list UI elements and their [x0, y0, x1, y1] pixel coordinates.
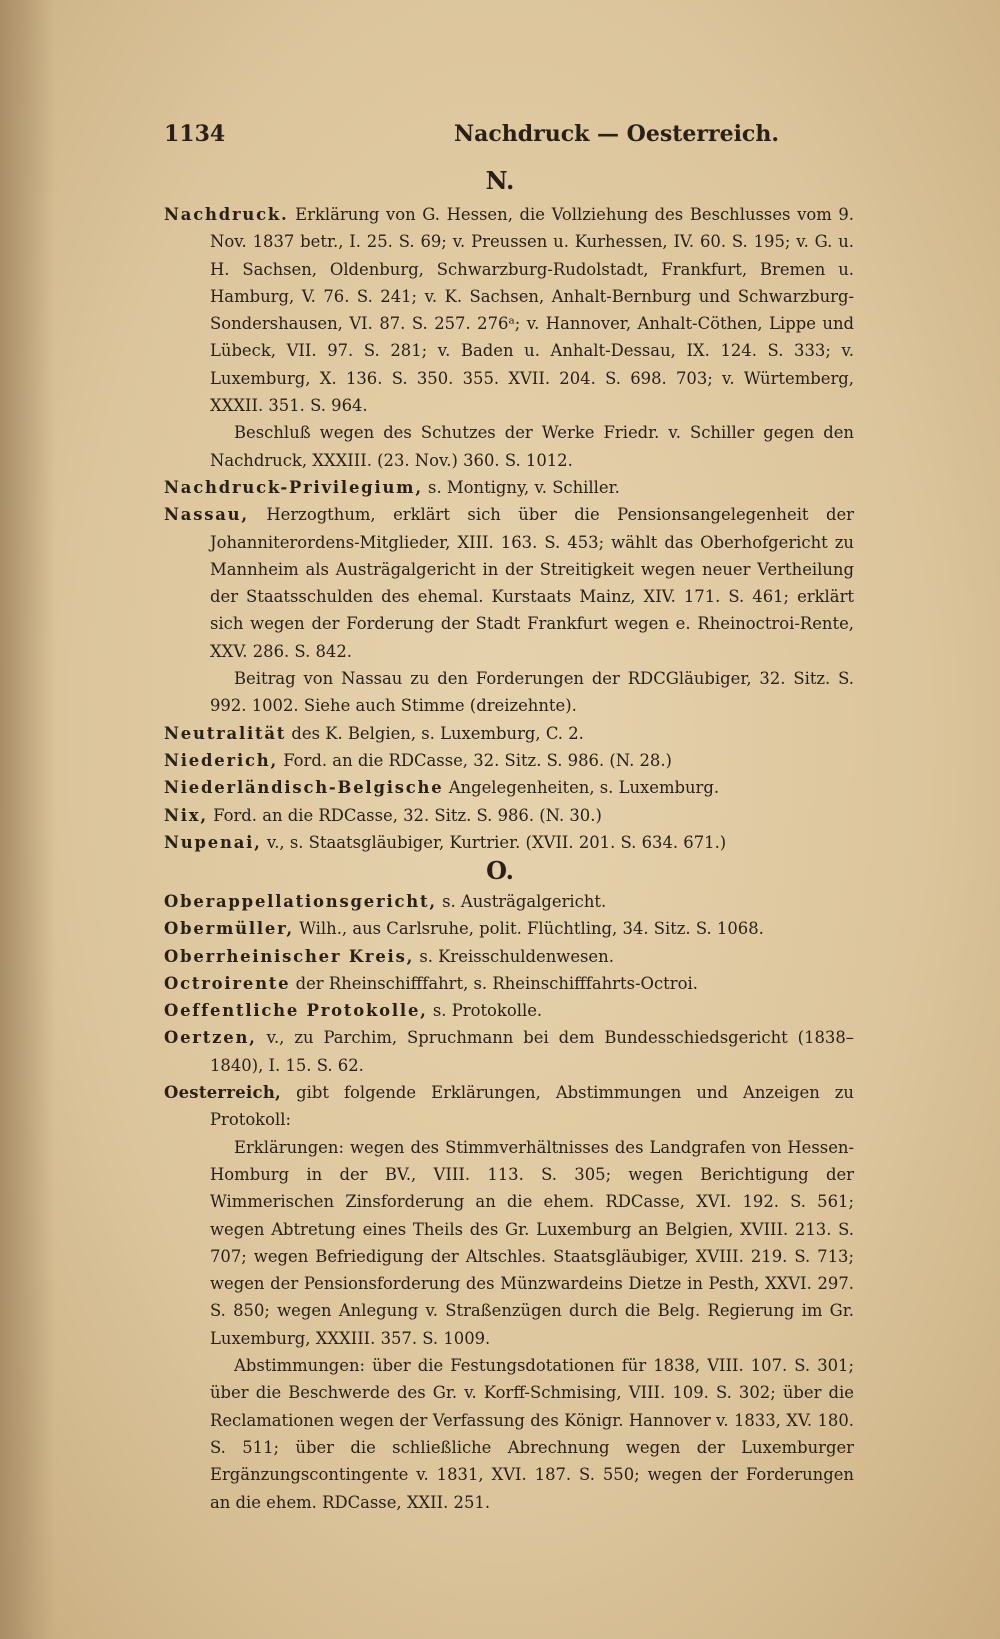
- index-subentry-abstimmungen: Abstimmungen: über die Festungsdotationen für 1838, VIII. 107. S. 301; über die Beschwerde des Gr. v. Korff-Schmising, VIII. 109. S. 302; über die Reclamationen wegen der Verfassung des Königr. Hannover v. 1833, XV. 180. S. 511; über die schließliche Abrechnung wegen der Luxemburger Ergänzungscontingente v. 1831, XVI. 187. S. 550; wegen der Forderungen an die ehem. RDCasse, XXII. 251.: [210, 1356, 854, 1512]
- entry-headword: Oesterreich,: [164, 1083, 282, 1103]
- entry-headword: Nachdruck.: [164, 205, 289, 224]
- entry-text: v., s. Staatsgläubiger, Kurtrier. (XVII. 201. S. 634. 671.): [261, 832, 727, 852]
- entry-headword: Oertzen,: [164, 1028, 257, 1048]
- index-subentry-nassau-beitrag: Beitrag von Nassau zu den Forderungen der RDCGläubiger, 32. Sitz. S. 992. 1002. Siehe auch Stimme (dreizehnte).: [210, 669, 854, 716]
- entry-text: Ford. an die RDCasse, 32. Sitz. S. 986. (N. 28.): [278, 750, 672, 770]
- entry-headword: Nassau,: [164, 505, 249, 525]
- index-entry-oertzen: [164, 1024, 854, 1079]
- index-entry-octroirente: [164, 970, 854, 997]
- index-subentry-schiller: Beschluß wegen des Schutzes der Werke Friedr. v. Schiller gegen den Nachdruck, XXXIII. (23. Nov.) 360. S. 1012.: [210, 423, 854, 470]
- entry-text: Herzogthum, erklärt sich über die Pensionsangelegenheit der Johanniterordens-Mitglieder, XIII. 163. S. 453; wählt das Oberhofgericht zu Mannheim als Austrägalgericht in der Streitigkeit wegen neuer Vertheilung der Staatsschulden des ehemal. Kurstaats Mainz, XIV. 171. S. 461; erklärt sich wegen der Forderung der Stadt Frankfurt wegen e. Rheinoctroi-Rente, XXV. 286. S. 842.: [210, 505, 854, 661]
- entry-text: s. Protokolle.: [427, 1001, 543, 1021]
- index-entry-neutralitaet: [164, 720, 854, 747]
- index-entry-nachdruck-privilegium: [164, 474, 854, 501]
- index-subentry-erklaerungen: Erklärungen: wegen des Stimmverhältnisses des Landgrafen von Hessen-Homburg in der BV., VIII. 113. S. 305; wegen Berichtigung der Wimmerischen Zinsforderung an die ehem. RDCasse, XVI. 192. S. 561; wegen Abtretung eines Theils des Gr. Luxemburg an Belgien, XVIII. 213. S. 707; wegen Befriedigung der Altschles. Staatsgläubiger, XVIII. 219. S. 713; wegen der Pensionsforderung des Münzwardeins Dietze in Pesth, XXVI. 297. S. 850; wegen Anlegung v. Straßenzügen durch die Belg. Regierung im Gr. Luxemburg, XXXIII. 357. S. 1009.: [210, 1137, 854, 1348]
- index-entry-obermueller: [164, 915, 854, 942]
- entry-headword: Oberrheinischer Kreis,: [164, 946, 415, 966]
- page-number: 1134: [164, 121, 226, 147]
- index-entry-nix: [164, 802, 854, 829]
- entry-text: s. Austrägalgericht.: [436, 892, 607, 911]
- entry-text: der Rheinschifffahrt, s. Rheinschifffahrts-Octroi.: [290, 973, 698, 993]
- entry-text: Angelegenheiten, s. Luxemburg.: [443, 778, 720, 798]
- section-letter-n: N.: [485, 166, 515, 195]
- entry-text: s. Montigny, v. Schiller.: [422, 477, 620, 497]
- running-title: Nachdruck — Oesterreich.: [454, 121, 779, 147]
- index-entry-nupenai: [164, 829, 854, 856]
- entry-text: Wilh., aus Carlsruhe, polit. Flüchtling, 34. Sitz. S. 1068.: [293, 919, 764, 939]
- entry-headword: Niederich,: [164, 750, 278, 770]
- index-entry-nachdruck: [164, 201, 854, 419]
- entry-headword: Obermüller,: [164, 919, 294, 939]
- entry-headword: Niederländisch-Belgische: [164, 778, 444, 798]
- index-entry-oesterreich: [164, 1079, 854, 1134]
- index-entry-niederich: [164, 747, 854, 774]
- index-entry-nassau: [164, 501, 854, 665]
- entry-headword: Nachdruck-Privilegium,: [164, 477, 423, 497]
- entry-text: Ford. an die RDCasse, 32. Sitz. S. 986. (N. 30.): [207, 805, 602, 825]
- entry-headword: Oeffentliche Protokolle,: [164, 1001, 428, 1021]
- entry-headword: Neutralität: [164, 723, 287, 743]
- entry-headword: Oberappellationsgericht,: [164, 892, 437, 911]
- index-entry-oeffentliche-protokolle: [164, 997, 854, 1024]
- index-entry-oberappellationsgericht: [164, 888, 854, 915]
- section-o-entries: [164, 888, 854, 1516]
- entry-headword: Nupenai,: [164, 832, 262, 852]
- entry-text: des K. Belgien, s. Luxemburg, C. 2.: [286, 723, 584, 743]
- entry-headword: Octroirente: [164, 973, 291, 993]
- entry-text: v., zu Parchim, Spruchmann bei dem Bundesschiedsgericht (1838–1840), I. 15. S. 62.: [210, 1028, 854, 1075]
- index-entry-oberrheinischer-kreis: [164, 943, 854, 970]
- entry-headword: Nix,: [164, 805, 208, 825]
- entry-text: gibt folgende Erklärungen, Abstimmungen und Anzeigen zu Protokoll:: [210, 1083, 854, 1130]
- index-entry-niederlaendisch-belgische: [164, 774, 854, 801]
- entry-text: Erklärung von G. Hessen, die Vollziehung des Beschlusses vom 9. Nov. 1837 betr., I. 25. S. 69; v. Preussen u. Kurhessen, IV. 60. S. 195; v. G. u. H. Sachsen, Oldenburg, Schwarzburg-Rudolstadt, Frankfurt, Bremen u. Hamburg, V. 76. S. 241; v. K. Sachsen, Anhalt-Bernburg und Schwarzburg-Sondershausen, VI. 87. S. 257. 276ᵃ; v. Hannover, Anhalt-Cöthen, Lippe und Lübeck, VII. 97. S. 281; v. Baden u. Anhalt-Dessau, IX. 124. S. 333; v. Luxemburg, X. 136. S. 350. 355. XVII. 204. S. 698. 703; v. Würtemberg, XXXII. 351. S. 964.: [210, 205, 854, 416]
- section-n-entries: [164, 201, 854, 856]
- section-letter-o: O.: [486, 856, 514, 885]
- entry-text: s. Kreisschuldenwesen.: [414, 946, 614, 966]
